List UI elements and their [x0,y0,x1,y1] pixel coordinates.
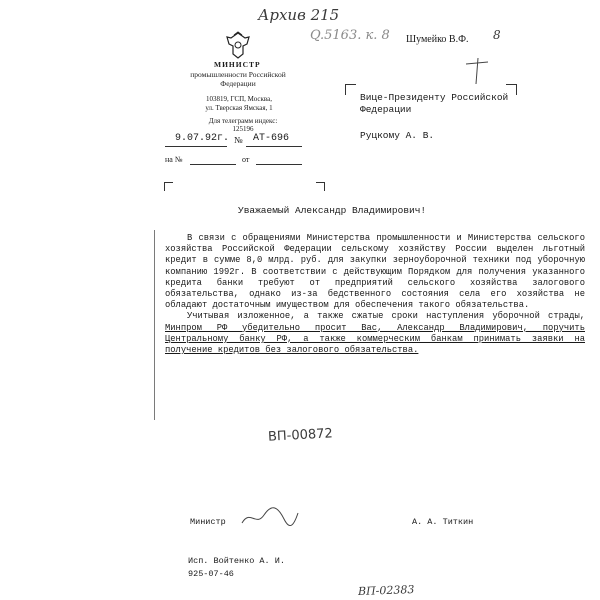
reference-prefix: на № [165,155,183,164]
registration-number-label: № [234,135,243,145]
registration-date: 9.07.92г. [175,133,230,144]
archive-note: Архив 215 [258,6,340,24]
address-line-2: ул. Тверская Ямская, 1 [205,104,273,112]
registration-number: АТ-696 [253,133,290,144]
letter-body [165,233,585,356]
subject-bracket-left [164,182,173,191]
body-paragraph-2 [165,311,585,356]
body-paragraph-1: В связи с обращениями Министерства промышленности и Министерства сельского хозяйства Российской Федерации сельскому хозяйству России выделен льготный кредит в сумме 8,0 млрд. руб. для закупки зерноуборочной техники под уборочную компанию 1992г. В соответствии с действующим Порядком для получения указанного кредита банки требуют от предприятий сельского хозяйства залогового обязательства, однако из-за бедственного состояния села его хозяйства не обладают достаточным имуществом для обеспечения такого обязательства. [165,233,585,311]
coat-of-arms-icon [223,30,253,60]
address-bracket-left [345,84,356,95]
date-underline [165,146,227,147]
incoming-stamp: ВП-00872 [267,426,334,445]
subject-bracket-right [316,182,325,191]
letter-page [150,0,600,600]
recipient-line-1: Вице-Президенту Российской [360,92,509,103]
signature-scribble-icon [240,505,300,529]
letterhead-telegraph [198,117,288,133]
reference-date-line [256,164,302,165]
number-underline [246,146,302,147]
body-paragraph-2-underlined: Минпром РФ убедительно просит Вас, Александр Владимирович, поручить Центральному банку РФ, а также коммерческим банкам принимать заявки на получение кредитов без залогового обязательства. [165,322,585,356]
letterhead-title: МИНИСТР [214,60,261,69]
recipient-line-2: Федерации [360,104,412,115]
cross-mark-icon [462,56,492,86]
margin-mark [154,230,155,420]
body-paragraph-2-start: Учитывая изложенное, а также сжатые сроки наступления уборочной страды, [187,311,585,322]
address-line-1: 103819, ГСП, Москва, [206,95,272,103]
letterhead-address [194,95,284,113]
filing-note: Q.5163. к. 8 [310,28,390,43]
executor-name: Исп. Войтенко А. И. [188,556,285,566]
bottom-mark: ВП-02383 [357,583,415,598]
executor-phone: 925-07-46 [188,569,234,579]
reference-from: от [242,155,250,164]
surname-note: Шумейко В.Ф. [406,34,469,45]
number-note: 8 [493,28,501,42]
telegraph-index: 125196 [232,125,254,133]
greeting: Уважаемый Александр Владимирович! [238,205,427,216]
signature-title: Министр [190,517,226,527]
reference-number-line [190,164,236,165]
recipient-line-3: Руцкому А. В. [360,130,435,141]
letterhead-ministry: промышленности Российской Федерации [190,70,286,88]
telegraph-label: Для телеграмм индекс: [208,117,278,125]
signature-name: А. А. Титкин [412,517,474,527]
